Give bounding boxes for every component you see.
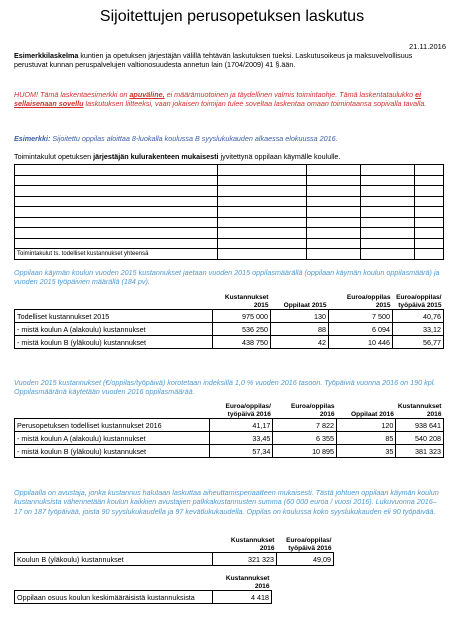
row-label: - mistä koulun A (alakoulu) kustannukset: [15, 323, 213, 336]
cell-pupils: 85: [337, 432, 396, 445]
cell-per-pupil: 10 895: [273, 445, 337, 458]
cell-costs: 540 208: [396, 432, 444, 445]
grid-row: [15, 207, 444, 218]
paragraph-2016-index: Vuoden 2015 kustannukset (€/oppilas/työpäivä) korotetaan indeksillä 1,0 % vuoden 2016 tasoon. Työpäiviä vuonna 2016 on 190 kpl. Oppilasmääränä käytetään vuoden 2016 oppilasmäärää.: [14, 378, 436, 397]
cell-per-day: 33,45: [209, 432, 273, 445]
grid-row: [15, 228, 444, 239]
cell-per-pupil: 7 822: [273, 419, 337, 432]
grid-row: [15, 196, 444, 207]
header-cell: Kustannukset 2016: [397, 403, 442, 418]
row-label: Perusopetuksen todelliset kustannukset 2016: [15, 419, 210, 432]
cell-costs: 938 641: [396, 419, 444, 432]
table-pupil-share-header: [15, 575, 272, 591]
cell-per-pupil: 10 446: [329, 336, 393, 349]
warning-text-1: HUOM! Tämä laskentaesimerkki on: [14, 90, 130, 99]
table-row: [15, 591, 272, 604]
row-label: Koulun B (yläkoulu) kustannukset: [15, 553, 213, 566]
table-2016-header: [15, 403, 444, 419]
costs-intro-bold: järjestäjän kulurakenteen mukaisesti: [93, 152, 219, 161]
row-label: - mistä koulun B (yläkoulu) kustannukset: [15, 336, 213, 349]
page-title: Sijoitettujen perusopetuksen laskutus: [99, 8, 365, 25]
cell-pupils: 35: [337, 445, 396, 458]
row-label: - mistä koulun A (alakoulu) kustannukset: [15, 432, 210, 445]
cost-structure-grid: [14, 164, 444, 260]
paragraph-2015-costs: Oppilaan käymän koulun vuoden 2015 kustannukset jaetaan vuoden 2015 oppilasmäärällä (oppilaan käymän koulun oppilasmäärä) ja vuoden 2015 työpäivien määrällä (184 pv).: [14, 268, 440, 287]
table-pupil-share: [14, 575, 272, 604]
table-row: [15, 553, 334, 566]
grid-total-row: [15, 249, 444, 260]
intro-paragraph: [14, 51, 444, 70]
table-row: [15, 419, 444, 432]
warning-text-2: ei määrämuotoinen ja täydellinen valmis toimintaohje. Tämä laskentataulukko: [164, 90, 416, 99]
cell-per-day: 40,76: [393, 310, 444, 323]
cell-per-day: 56,77: [393, 336, 444, 349]
header-cell: Euroa/oppilas 2015: [346, 294, 391, 309]
table-2015-header: [15, 294, 444, 310]
document-date: 21.11.2016: [409, 42, 446, 51]
cell-costs: 4 418: [213, 591, 272, 604]
cell-per-day: 49,09: [277, 553, 334, 566]
grid-row: [15, 238, 444, 249]
warning-emphasis-1: apuväline,: [129, 90, 165, 99]
warning-emphasis-2: ei sellaisenaan sovellu: [14, 90, 422, 109]
cell-per-day: 41,17: [209, 419, 273, 432]
cell-costs: 975 000: [213, 310, 271, 323]
cell-per-pupil: 6 094: [329, 323, 393, 336]
grid-row: [15, 217, 444, 228]
costs-intro-paragraph: [14, 152, 444, 161]
cell-costs: 381 323: [396, 445, 444, 458]
table-2015-costs: [14, 294, 444, 349]
warning-paragraph: [14, 90, 444, 109]
header-cell: Kustannukset 2016: [230, 537, 275, 552]
costs-intro-text-2: jyvitettynä oppilaan käymälle koululle.: [218, 152, 341, 161]
example-paragraph: [14, 134, 444, 143]
table-row: [15, 310, 444, 323]
intro-bold: Esimerkkilaskelma: [14, 51, 79, 60]
cell-pupils: 88: [271, 323, 329, 336]
cell-per-pupil: 6 355: [273, 432, 337, 445]
row-label: Oppilaan osuus koulun keskimääräisistä kustannuksista: [15, 591, 213, 604]
table-school-b-header: [15, 537, 334, 553]
costs-intro-text-1: Toimintakulut opetuksen: [14, 152, 94, 161]
example-text: Sijoitettu oppilas aloittaa 8-luokalla koulussa B syyslukukauden alkaessa elokuussa 2016.: [50, 134, 338, 143]
example-bold: Esimerkki:: [14, 134, 51, 143]
cell-per-day: 57,34: [209, 445, 273, 458]
grid-row: [15, 175, 444, 186]
intro-text: kuntien ja opetuksen järjestäjän välillä tehtävän laskutuksen tueksi. Laskutusoikeus ja maksuvelvollisuus perustuvat kunnan peruspalvelujen valtionosuudesta annetun lain (1704/2009) 41 §.ään.: [14, 51, 413, 70]
cell-per-pupil: 7 500: [329, 310, 393, 323]
header-cell: Euroa/oppilas/ työpäivä 2015: [396, 294, 442, 309]
header-cell: Euroa/oppilas/ työpäivä 2016: [286, 537, 332, 552]
header-cell: Oppilaat 2015: [283, 301, 327, 309]
header-cell: Euroa/oppilas 2016: [290, 403, 335, 418]
header-cell: Kustannukset 2015: [224, 294, 269, 309]
cell-costs: 438 750: [213, 336, 271, 349]
table-row: [15, 445, 444, 458]
table-school-b-costs: [14, 537, 334, 566]
header-cell: Euroa/oppilas/ työpäivä 2016: [225, 403, 271, 418]
cell-per-day: 33,12: [393, 323, 444, 336]
row-label: - mistä koulun B (yläkoulu) kustannukset: [15, 445, 210, 458]
header-cell: Oppilaat 2016: [351, 410, 394, 418]
cell-costs: 321 323: [213, 553, 277, 566]
cell-pupils: 130: [271, 310, 329, 323]
grid-row: [15, 165, 444, 176]
warning-text-3: laskutuksen liitteeksi, vaan jokaisen toimijan tulee soveltaa laskentaa omaan toimintaansa sopivalla tavalla.: [83, 99, 427, 109]
table-row: [15, 336, 444, 349]
cell-costs: 536 250: [213, 323, 271, 336]
header-cell: Kustannukset 2016: [225, 575, 270, 590]
cell-pupils: 42: [271, 336, 329, 349]
grid-total-label: Toimintakulut ts. todelliset kustannukset yhteensä: [15, 249, 218, 260]
cell-pupils: 120: [337, 419, 396, 432]
table-row: [15, 432, 444, 445]
paragraph-assistant-costs: Oppilaalla on avustaja, jonka kustannus halutaan laskuttaa aiheuttamisperiaatteen mukaisesti. Tästä johtuen oppilaan käymän koulun kustannuksista vähennetään koulun kaikkien avustajien palkkakustannusten summa (60 000 euroa / vuosi 2016). Lukuvuonna 2016–17 on 187 työpäivää, joista 90 syyslukukaudella ja 97 kevätlukukaudella. Oppilas on koulussa koko syyslukukauden eli 90 työpäivää.: [14, 488, 439, 516]
grid-row: [15, 186, 444, 197]
row-label: Todelliset kustannukset 2015: [15, 310, 213, 323]
table-row: [15, 323, 444, 336]
table-2016-costs: [14, 403, 444, 458]
